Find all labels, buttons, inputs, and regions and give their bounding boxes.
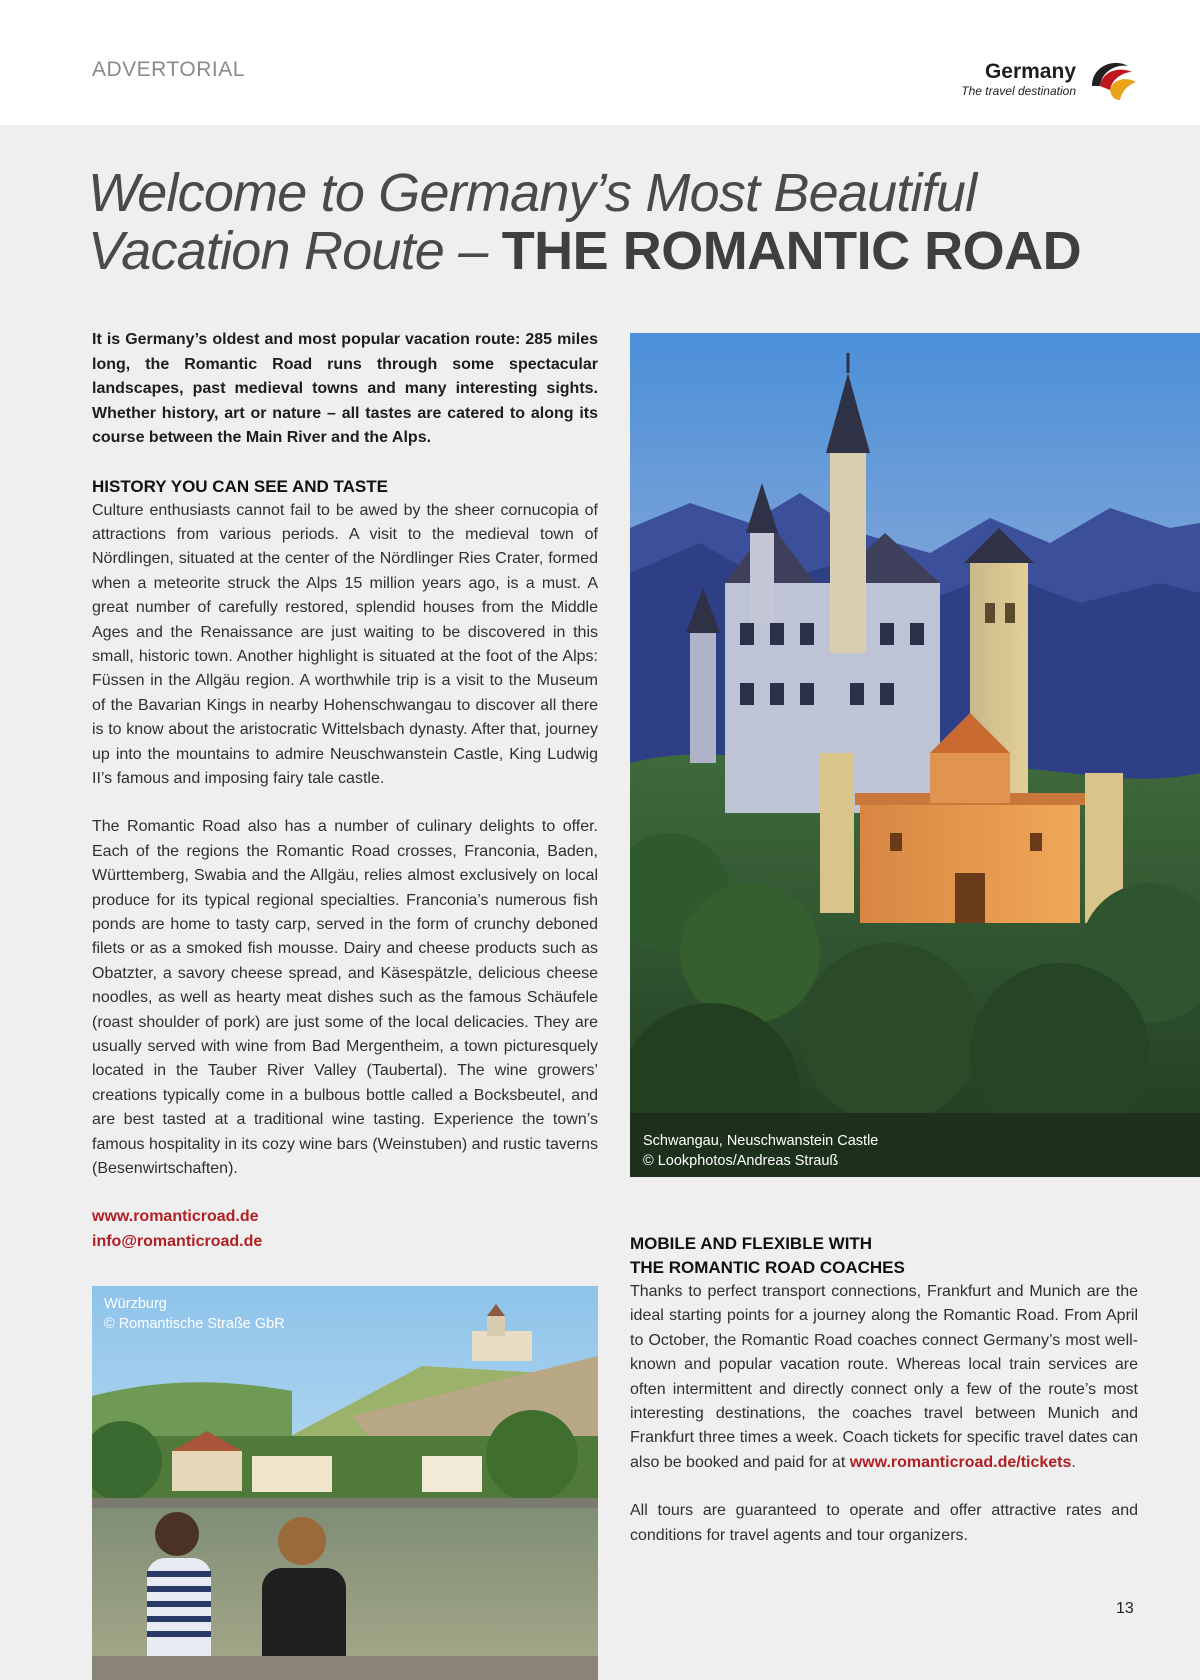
wurzburg-caption-credit: © Romantische Straße GbR	[104, 1316, 285, 1332]
germany-logo	[962, 56, 1142, 106]
culinary-paragraph: The Romantic Road also has a number of culinary delights to offer. Each of the regions the Romantic Road crosses, Franconia, Baden, Württemberg, Swabia and the Allgäu, relies almost exclusively on local produce for its typical regional specialties. Franconia’s numerous fish ponds are home to tasty carp, served in the form of crunchy deboned filets or as a smoked fish mousse. Dairy and cheese products such as Obatzter, a savory cheese spread, and Käsespätzle, delicious cheese noodles, as well as hearty meat dishes such as the famous Schäufele (roast shoulder of pork) are just some of the local delicacies. They are usually served with wine from Bad Mergentheim, a town picturesquely located in the Tauber River Valley (Taubertal). The wine growers’ creations typically come in a bulbous bottle called a Bocksbeutel, and are best tasted at a traditional wine tasting. Experience the town’s famous hospitality in its cozy wine bars (Weinstuben) and rustic taverns (Besenwirtschaften).	[92, 818, 598, 1178]
coaches-paragraph-end: .	[1071, 1453, 1076, 1471]
logo-tagline: The travel destination	[961, 84, 1076, 98]
tickets-link[interactable]: www.romanticroad.de/tickets	[849, 1453, 1072, 1471]
coaches-heading-line2: THE ROMANTIC ROAD COACHES	[630, 1258, 905, 1277]
spacer	[92, 1181, 598, 1205]
advertorial-label: ADVERTORIAL	[92, 58, 245, 81]
castle-caption-credit: © Lookphotos/Andreas Strauß	[643, 1153, 839, 1169]
castle-caption-title: Schwangau, Neuschwanstein Castle	[643, 1133, 879, 1149]
wurzburg-caption	[104, 1294, 285, 1334]
spacer	[630, 1475, 1138, 1499]
castle-photo	[630, 333, 1200, 1177]
coaches-heading	[630, 1232, 1138, 1280]
history-paragraph: Culture enthusiasts cannot fail to be awed by the sheer cornucopia of attractions from various periods. A visit to the medieval town of Nördlingen, situated at the center of the Nördlinger Ries Crater, formed when a meteorite struck the Alps 15 million years ago, is a must. A great number of carefully restored, splendid houses from the Middle Ages and the Renaissance are just waiting to be discovered in this small, historic town. Another highlight is situated at the foot of the Alps: Füssen in the Allgäu region. A worthwhile trip is a visit to the Museum of the Bavarian Kings in nearby Hohenschwangau to discover all there is to know about the aristocratic Wittelsbach dynasty. After that, journey up into the mountains to admire Neuschwanstein Castle, King Ludwig II’s famous and imposing fairy tale castle.	[92, 501, 598, 787]
swirl-logo-icon	[1084, 56, 1142, 106]
coaches-paragraph	[630, 1280, 1138, 1475]
spacer	[92, 791, 598, 815]
headline-line1: Welcome to Germany’s Most Beautiful	[88, 163, 977, 223]
wurzburg-photo	[92, 1286, 598, 1680]
neuschwanstein-castle-image	[630, 333, 1200, 1177]
spacer	[92, 451, 598, 475]
left-column	[92, 328, 598, 1254]
headline-line2-bold: THE ROMANTIC ROAD	[501, 221, 1082, 281]
coaches-heading-line1: MOBILE AND FLEXIBLE WITH	[630, 1234, 873, 1253]
coaches-paragraph-text: Thanks to perfect transport connections, Frankfurt and Munich are the ideal starting points for a journey along the Romantic Road. From April to October, the Romantic Road coaches connect Germany’s most well-known and popular vacation route. Whereas local train services are often intermittent and directly connect only a few of the route’s most interesting destinations, the coaches travel between Munich and Frankfurt three times a week. Coach tickets for specific travel dates can also be booked and paid for at	[630, 1283, 1138, 1471]
castle-caption	[643, 1131, 878, 1171]
history-heading: HISTORY YOU CAN SEE AND TASTE	[92, 476, 388, 496]
headline-line2-light: Vacation Route –	[88, 221, 502, 281]
page-number: 13	[1116, 1600, 1134, 1617]
lead-paragraph: It is Germany’s oldest and most popular vacation route: 285 miles long, the Romantic Road runs through some spectacular landscapes, past medieval towns and many interesting sights. Whether history, art or nature – all tastes are catered to along its course between the Main River and the Alps.	[92, 331, 598, 446]
header-bar	[0, 0, 1200, 125]
tours-paragraph: All tours are guaranteed to operate and offer attractive rates and conditions for travel agents and tour organizers.	[630, 1502, 1138, 1544]
wurzburg-river-image	[92, 1286, 598, 1680]
page-headline	[88, 164, 1148, 280]
contact-links	[92, 1205, 598, 1254]
email-link[interactable]: info@romanticroad.de	[92, 1232, 263, 1250]
website-link[interactable]: www.romanticroad.de	[92, 1208, 259, 1226]
logo-wordmark: Germany	[984, 60, 1076, 83]
right-column	[630, 1232, 1138, 1548]
wurzburg-caption-title: Würzburg	[104, 1296, 167, 1312]
